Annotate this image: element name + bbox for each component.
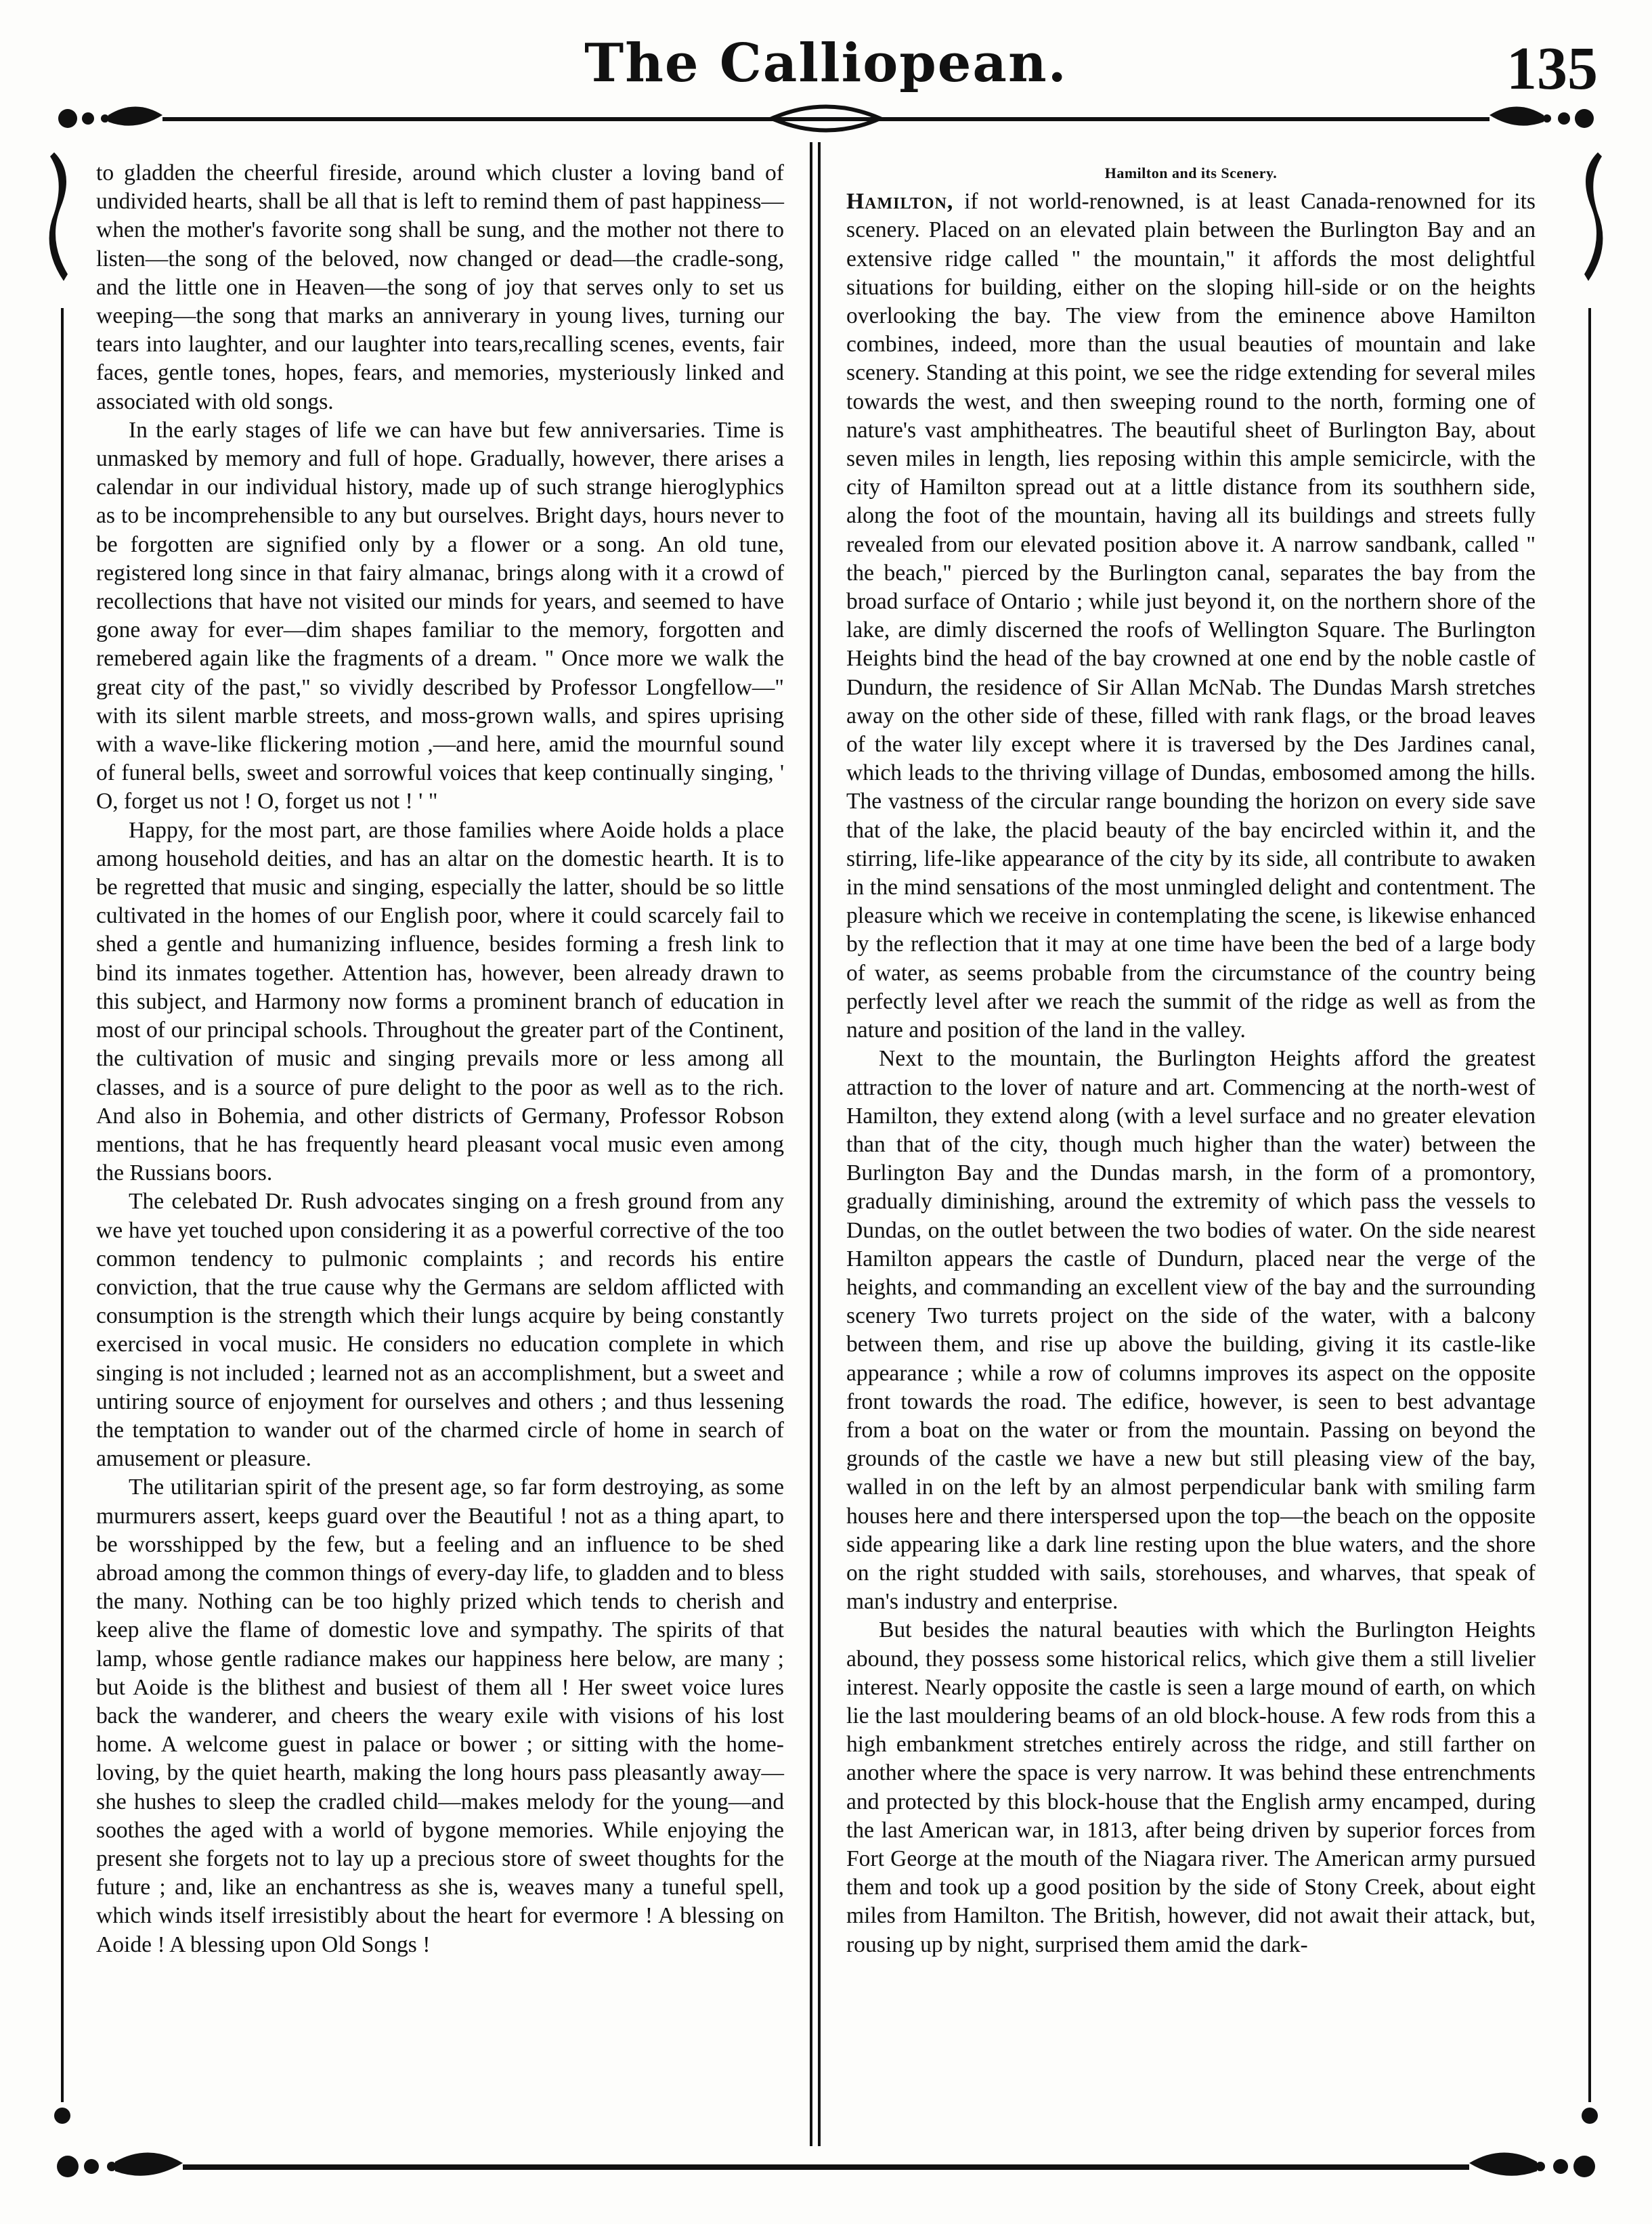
right-column	[846, 159, 1536, 1959]
right-paragraph-1-text: if not world-renowned, is at least Canada-renowned for its scenery. Placed on an elevated plain between the Burlington Bay and an extensive ridge called " the mountain," it affords the most delightful situations for building, either on the sloping hill-side or on the heights overlooking the bay. The view from the eminence above Hamilton combines, indeed, more than the usual beauties of mountain and lake scenery. Standing at this point, we see the ridge extending for several miles towards the west, and then sweeping round to the north, forming one of nature's vast amphitheatres. The beautiful sheet of Burlington Bay, about seven miles in length, lies reposing within this ample semicircle, with the city of Hamilton spread out at a little distance from its southhern side, along the foot of the mountain, having all its buildings and streets fully revealed from our elevated position above it. A narrow sandbank, called " the beach," pierced by the Burlington canal, separates the bay from the broad surface of Ontario ; while just beyond it, on the northern shore of the lake, are dimly discerned the roofs of Wellington Square. The Burlington Heights bind the head of the bay crowned at one end by the noble castle of Dundurn, the residence of Sir Allan McNab. The Dundas Marsh stretches away on the other side of these, filled with rank flags, or the broad leaves of the water lily except where it is traversed by the Des Jardines canal, which leads to the thriving village of Dundas, embosomed among the hills. The vastness of the circular range bounding the horizon on every side save that of the lake, the placid beauty of the bay encircled within it, and the stirring, life-like appearance of the city by its side, all contribute to awaken in the mind sensations of the most unmingled delight and contentment. The pleasure which we receive in contemplating the scene, is likewise enhanced by the reflection that it may at one time have been the bed of a large body of water, as seems probable from the circumstance of the country being perfectly level after we reach the summit of the ridge as well as from the nature and position of the land in the valley.	[846, 189, 1536, 1043]
right-paragraph-2: Next to the mountain, the Burlington Heights afford the greatest attraction to the lover of nature and art. Commencing at the north-west of Hamilton, they extend along (with a level surface and no greater elevation than that of the city, though much higher than the water) between the Burlington Bay and the Dundas marsh, in the form of a promontory, gradually diminishing, around the extremity of which pass the vessels to Dundas, on the outlet between the two bodies of water. On the side nearest Hamilton appears the castle of Dundurn, placed near the verge of the heights, and commanding an excellent view of the bay and the surrounding scenery Two turrets project on the side of the water, with a balcony between them, and rise up above the building, giving it its castle-like appearance ; while a row of columns improves its aspect on the opposite front towards the road. The edifice, however, is seen to best advantage from a boat on the water or from the mountain. Passing on beyond the grounds of the castle we have a new but still pleasing view of the bay, walled in on the left by an almost perpendicular bank with smiling farm houses here and there interspersed upon the top—the beach on the opposite side appearing like a dark line resting upon the blue waters, and the shore on the right studded with sails, storehouses, and wharves, that speak of man's industry and enterprise.	[846, 1046, 1536, 1615]
left-column	[96, 159, 784, 1959]
right-paragraph-1	[846, 188, 1536, 1045]
column-divider-right	[818, 142, 821, 2146]
left-border-ornament	[41, 146, 84, 2136]
right-paragraph-3: But besides the natural beauties with which the Burlington Heights abound, they possess some historical relics, which give them a still livelier interest. Nearly opposite the castle is seen a large mound of earth, on which lie the last mouldering beams of an old block-house. A few rods from this a high embankment stretches entirely across the ridge, and still farther on another where the space is very narrow. It was behind these entrenchments and protected by this block-house that the English army encamped, during the last American war, in 1813, after being driven by superior forces from Fort George at the mouth of the Niagara river. The American army pursued them and took up a good position by the side of Stony Creek, about eight miles from Hamilton. The British, however, did not await their attack, but, rousing up by night, surprised them amid the dark-	[846, 1617, 1536, 1957]
lead-word: Hamilton,	[846, 189, 954, 215]
left-paragraph-4: The celebated Dr. Rush advocates singing on a fresh ground from any we have yet touched upon considering it as a powerful corrective of the too common tendency to pulmonic complaints ; and records his entire conviction, that the true cause why the Germans are seldom afflicted with consumption is the strength which their lungs acquire by being constantly exercised in vocal music. He considers no education complete in which singing is not included ; learned not as an accomplishment, but a sweet and untiring source of enjoyment for ourselves and others ; and thus lessening the temptation to wander out of the charmed circle of home in search of amusement or pleasure.	[96, 1189, 784, 1472]
magazine-title: The Calliopean.	[584, 32, 1068, 94]
right-border-ornament	[1568, 146, 1611, 2136]
left-paragraph-2: In the early stages of life we can have but few anniversaries. Time is unmasked by memory and full of hope. Gradually, however, there arises a calendar in our individual history, made up of such strange hieroglyphics as to be incomprehensible to any but ourselves. Bright days, hours never to be forgotten are signified only by a flower or a song. An old tune, registered long since in that fairy almanac, brings along with it a crowd of recollections that have not visited our minds for years, and seemed to have gone away for ever—dim shapes familiar to the memory, forgotten and remebered again like the fragments of a dream. " Once more we walk the great city of the past," so vividly described by Professor Longfellow—" with its silent marble streets, and moss-grown walls, and spires uprising with a wave-like flickering motion ,—and here, amid the mournful sound of funeral bells, sweet and sorrowful voices that keep continually singing, ' O, forget us not ! O, forget us not ! ' "	[96, 417, 784, 814]
left-paragraph-3: Happy, for the most part, are those families where Aoide holds a place among household deities, and has an altar on the domestic hearth. It is to be regretted that music and singing, especially the latter, should be so little cultivated in the homes of our English poor, where it could scarcely fail to shed a gentle and humanizing influence, besides forming a fresh link to bind its inmates together. Attention has, however, been already drawn to this subject, and Harmony now forms a prominent branch of education in most of our principal schools. Throughout the greater part of the Continent, the cultivation of music and singing prevails more or less among all classes, and is a source of pure delight to the poor as well as to the rich. And also in Bohemia, and other districts of Germany, Professor Robson mentions, that he has frequently heard pleasant vocal music even among the Russians boors.	[96, 817, 784, 1186]
bottom-scroll-ornament	[41, 2143, 1611, 2190]
article-heading: Hamilton and its Scenery.	[1104, 165, 1278, 181]
left-paragraph-5: The utilitarian spirit of the present age, so far form destroying, as some murmurers assert, keeps guard over the Beautiful ! not as a thing apart, to be worsshipped by the few, but a feeling and an influence to be shed abroad among the common things of every-day life, to gladden and to bless the many. Nothing can be too highly prized which tends to cherish and keep alive the flame of domestic love and sympathy. The spirits of that lamp, whose gentle radiance makes our happiness here below, are many ; but Aoide is the blithest and busiest of them all ! Her sweet voice lures back the wanderer, and cheers the weary exile with visions of his lost home. A welcome guest in palace or bower ; or sitting with the home-loving, by the quiet hearth, making the long hours pass pleasantly away—she hushes to sleep the cradled child—makes melody for the young—and soothes the aged with a world of bygone memories. While enjoying the present she forgets not to lay up a precious store of sweet thoughts for the future ; and, like an enchantress as she is, weaves many a tuneful spell, which winds itself irresistibly about the heart for evermore ! A blessing on Aoide ! A blessing upon Old Songs !	[96, 1475, 784, 1957]
left-paragraph-1: to gladden the cheerful fireside, around which cluster a loving band of undivided hearts, shall be all that is left to remind them of past happiness—when the mother's favorite song shall be sung, and the mother not there to listen—the song of the beloved, now changed or dead—the cradle-song, and the little one in Heaven—the song of joy that serves only to set us weeping—the song that marks an anniverary in young lives, turning our tears into laughter, and our laughter into tears,recalling scenes, events, fair faces, gentle tones, hopes, fears, and memories, mysteriously linked and associated with old songs.	[96, 160, 784, 414]
page-number: 135	[1506, 35, 1598, 102]
column-divider-left	[810, 142, 812, 2146]
top-scroll-ornament	[41, 95, 1611, 142]
